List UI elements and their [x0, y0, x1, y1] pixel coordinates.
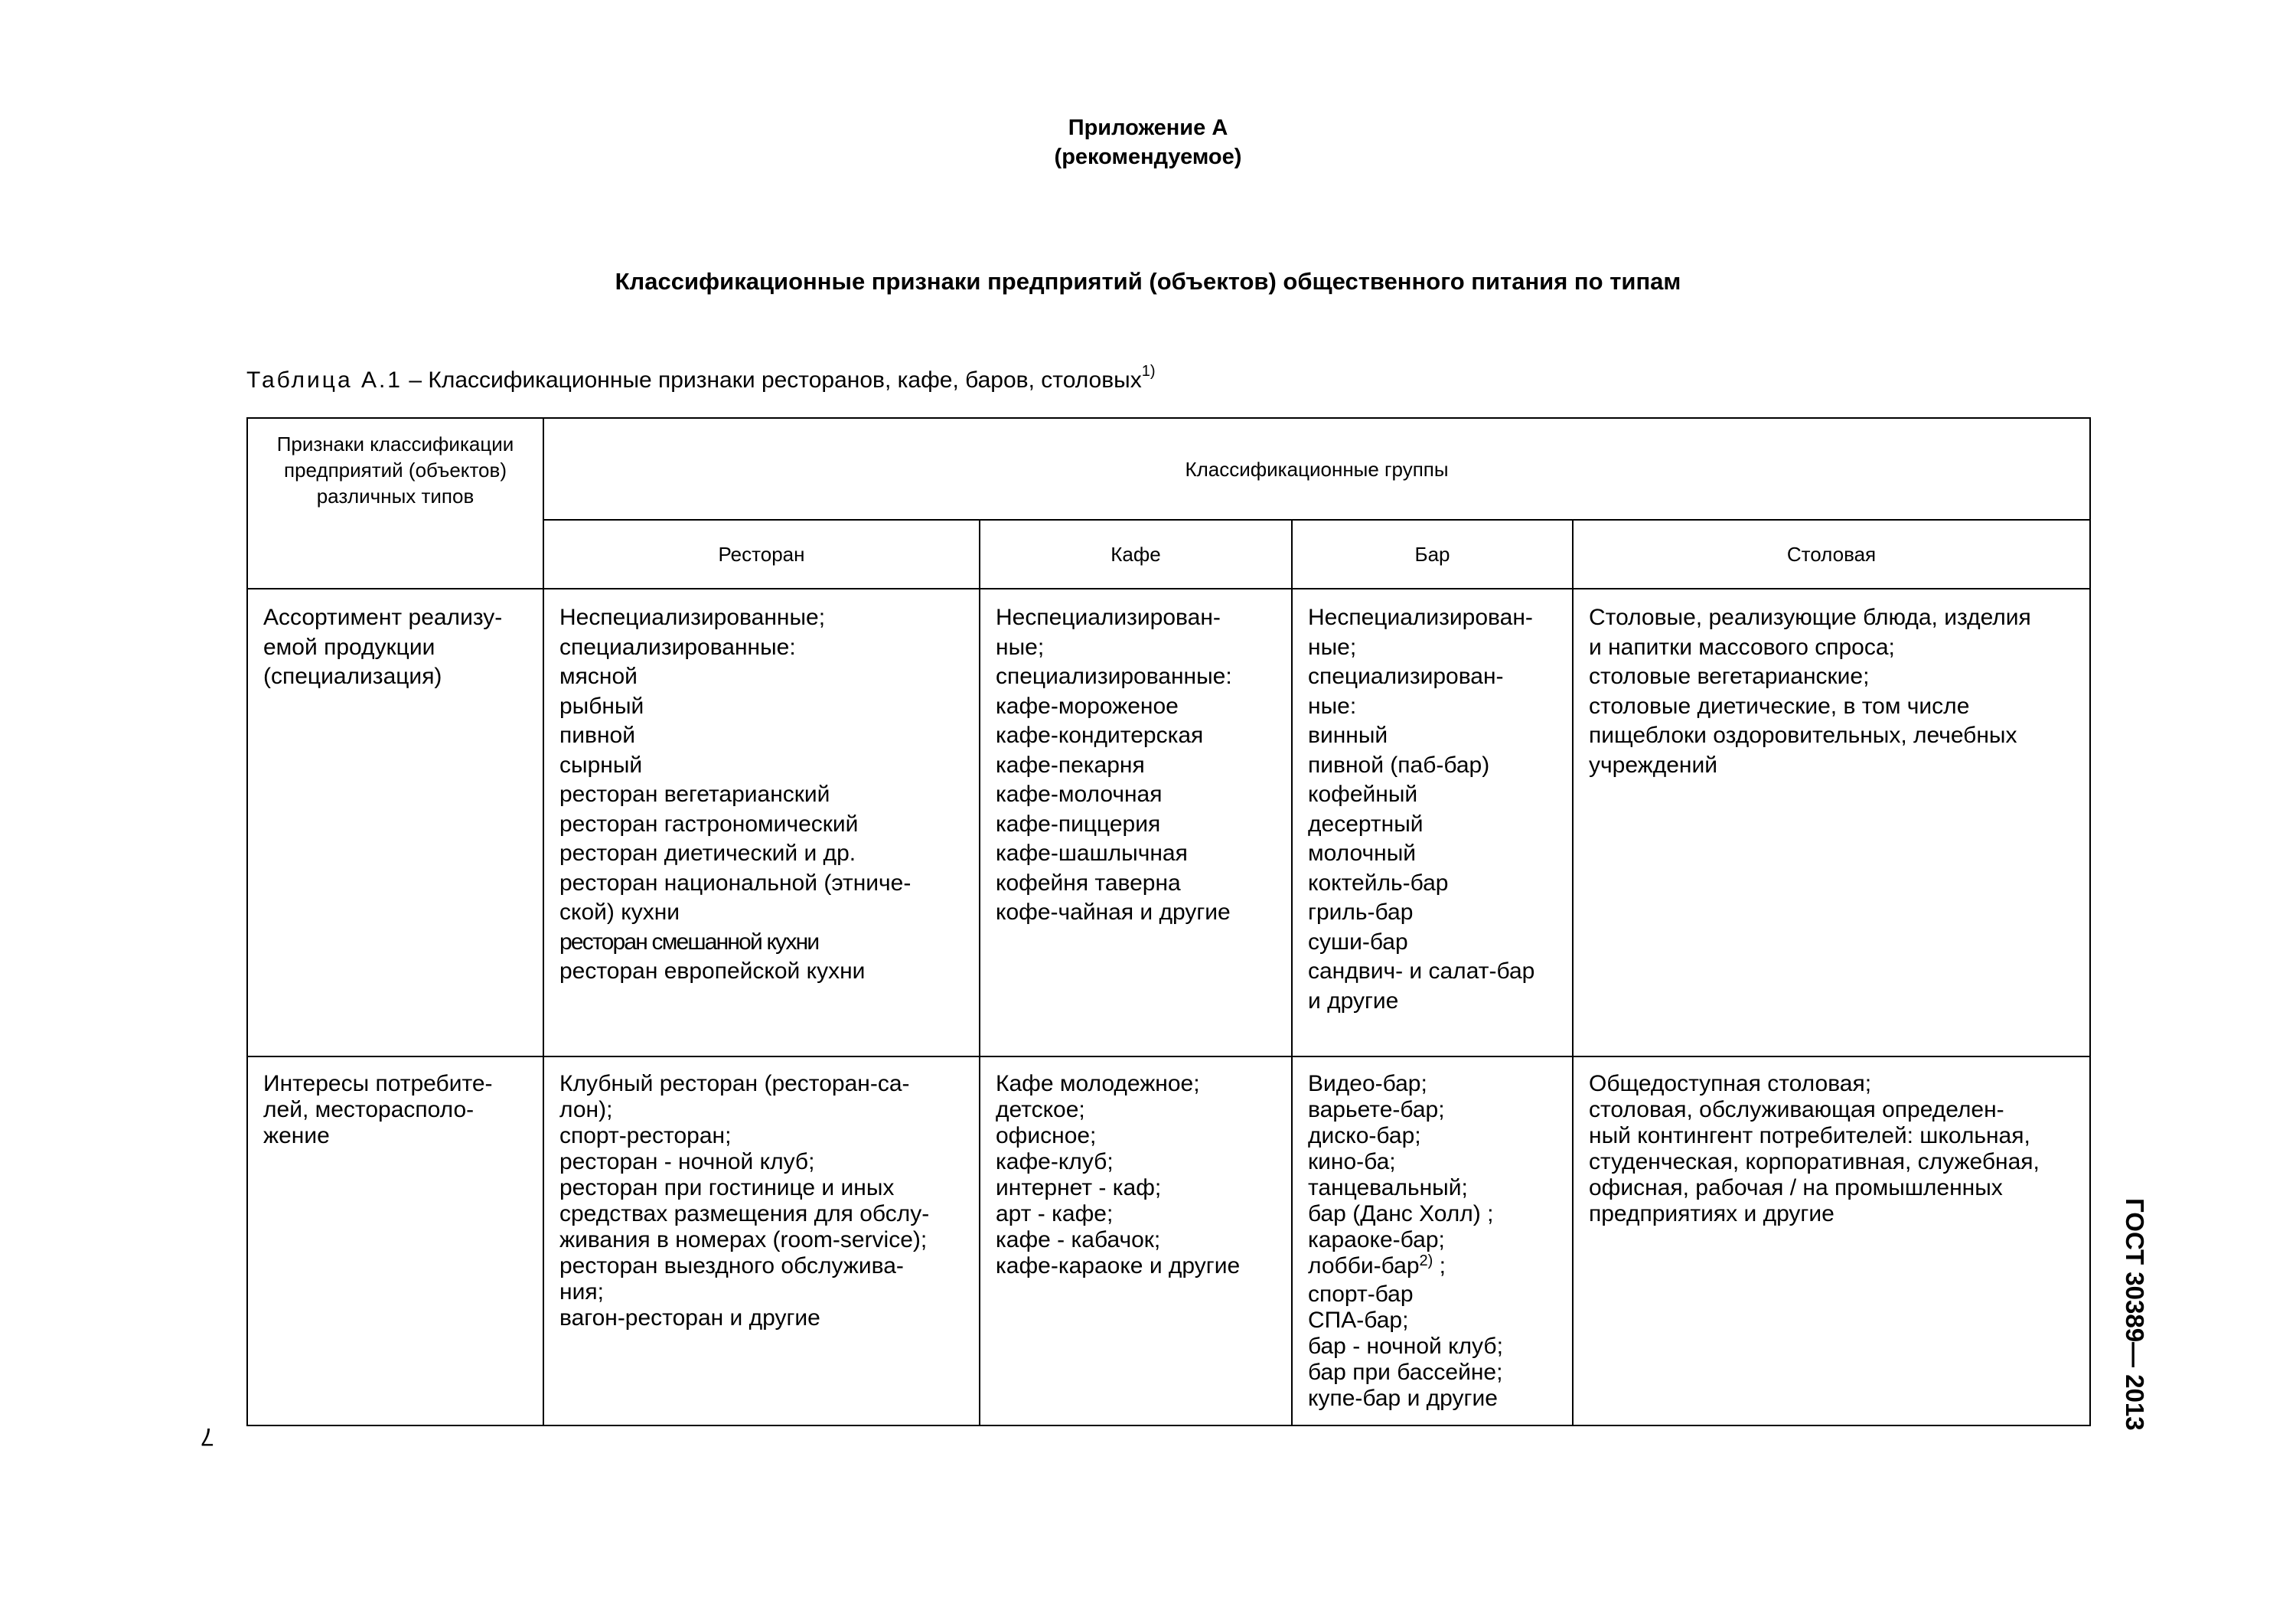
criteria-header-cell — [247, 418, 543, 589]
appendix-title: Приложение А — [1068, 116, 1228, 140]
cell-line: средствах размещения для обслу- — [559, 1201, 930, 1226]
criteria-header-line: предприятий (объектов) — [284, 459, 507, 482]
cell-line: Общедоступная столовая; — [1589, 1071, 1872, 1096]
cell-text: лобби-бар — [1308, 1253, 1420, 1278]
cell-line: рыбный — [559, 693, 644, 719]
cell-line: кофе-чайная и другие — [996, 900, 1231, 925]
cell-line: кафе-клуб; — [996, 1149, 1114, 1174]
cell-line: бар (Данс Холл) ; — [1308, 1201, 1494, 1226]
cell-line: вагон-ресторан и другие — [559, 1305, 820, 1331]
cell-line: кафе-молочная — [996, 782, 1163, 807]
cell-line: караоке-бар; — [1308, 1227, 1445, 1252]
cell-line: сырный — [559, 752, 643, 778]
criterion-cell — [247, 589, 543, 1056]
cell-line: бар - ночной клуб; — [1308, 1334, 1503, 1359]
column-header-bar: Бар — [1292, 520, 1573, 589]
cell-line: предприятиях и другие — [1589, 1201, 1835, 1226]
page-number: 7 — [201, 1423, 214, 1451]
cell-line: СПА-бар; — [1308, 1308, 1409, 1333]
criteria-header-line: Признаки классификации — [276, 433, 514, 456]
restaurant-cell — [543, 1056, 980, 1425]
table-row — [247, 1056, 2090, 1425]
cell-line: бар при бассейне; — [1308, 1360, 1503, 1385]
cell-line: кафе-кондитерская — [996, 723, 1204, 748]
cell-line: Кафе молодежное; — [996, 1071, 1200, 1096]
cell-line: варьете-бар; — [1308, 1097, 1445, 1122]
cell-line: Неспециализирован- — [996, 605, 1221, 630]
cafe-cell — [980, 589, 1292, 1056]
cell-line: ные: — [1308, 693, 1357, 719]
cell-line: спорт-бар — [1308, 1282, 1414, 1307]
column-header-canteen: Столовая — [1573, 520, 2090, 589]
bar-cell — [1292, 1056, 1573, 1425]
cell-line: десертный — [1308, 811, 1424, 837]
cell-line: специализированные: — [996, 664, 1232, 689]
cell-line: кафе-пиццерия — [996, 811, 1161, 837]
cell-line: танцевальный; — [1308, 1175, 1468, 1200]
cell-line: кафе-караоке и другие — [996, 1253, 1241, 1278]
cell-line: пищеблоки оздоровительных, лечебных — [1589, 723, 2017, 748]
cell-line: и другие — [1308, 988, 1399, 1014]
column-header-cafe: Кафе — [980, 520, 1292, 589]
criterion-cell — [247, 1056, 543, 1425]
cell-line: арт - кафе; — [996, 1201, 1114, 1226]
cell-line: купе-бар и другие — [1308, 1386, 1498, 1411]
cell-line: студенческая, корпоративная, служебная, — [1589, 1149, 2040, 1174]
cell-line: специализирован- — [1308, 664, 1504, 689]
cell-line: ресторан национальной (этниче- — [559, 870, 912, 896]
cell-line: кино-ба; — [1308, 1149, 1396, 1174]
table-caption-label: Таблица А.1 — [246, 367, 403, 393]
cell-line: столовые диетические, в том числе — [1589, 693, 1970, 719]
cell-line: ресторан гастрономический — [559, 811, 859, 837]
cell-line: спорт-ресторан; — [559, 1123, 732, 1148]
cell-line: кофейня таверна — [996, 870, 1181, 896]
table-row — [247, 589, 2090, 1056]
cafe-cell — [980, 1056, 1292, 1425]
cell-line: Видео-бар; — [1308, 1071, 1427, 1096]
cell-line: ресторан европейской кухни — [559, 958, 866, 984]
cell-line: ния; — [559, 1279, 604, 1305]
canteen-cell — [1573, 1056, 2090, 1425]
groups-header: Классификационные группы — [1185, 457, 1449, 481]
criterion-line: Интересы потребите- — [263, 1071, 493, 1096]
cell-line: коктейль-бар — [1308, 870, 1449, 896]
cell-line: пивной — [559, 723, 635, 748]
cell-line: Неспециализирован- — [1308, 605, 1533, 630]
cell-line: кафе-мороженое — [996, 693, 1179, 719]
cell-line: столовая, обслуживающая определен- — [1589, 1097, 2004, 1122]
criterion-line: жение — [263, 1123, 330, 1148]
cell-line — [1308, 1253, 1561, 1282]
cell-text: ; — [1433, 1253, 1446, 1278]
cell-line: ресторан при гостинице и иных — [559, 1175, 895, 1200]
cell-line: живания в номерах (room-service); — [559, 1227, 928, 1252]
cell-line: детское; — [996, 1097, 1085, 1122]
cell-line: офисная, рабочая / на промышленных — [1589, 1175, 2003, 1200]
cell-line: кофейный — [1308, 782, 1418, 807]
cell-line: кафе-пекарня — [996, 752, 1145, 778]
cell-line: винный — [1308, 723, 1388, 748]
cell-line: офисное; — [996, 1123, 1097, 1148]
cell-line: мясной — [559, 664, 638, 689]
cell-line: молочный — [1308, 841, 1417, 866]
document-code: ГОСТ 30389— 2013 — [2121, 1198, 2149, 1431]
cell-line: интернет - каф; — [996, 1175, 1162, 1200]
cell-line: ный контингент потребителей: школьная, — [1589, 1123, 2030, 1148]
criterion-line: лей, месторасполо- — [263, 1097, 475, 1122]
cell-line: специализированные: — [559, 634, 796, 660]
cell-line: Столовые, реализующие блюда, изделия — [1589, 605, 2031, 630]
criteria-header-line: различных типов — [316, 485, 475, 508]
bar-cell — [1292, 589, 1573, 1056]
cell-line: сандвич- и салат-бар — [1308, 958, 1535, 984]
criterion-line: емой продукции — [263, 634, 435, 660]
criterion-line: (специализация) — [263, 664, 442, 689]
appendix-heading — [0, 113, 2296, 171]
cell-line: ресторан диетический и др. — [559, 841, 856, 866]
table-caption-text: – Классификационные признаки ресторанов, кафе, баров, столовых — [403, 367, 1142, 393]
classification-table — [246, 417, 2091, 1426]
appendix-subtitle: (рекомендуемое) — [1054, 145, 1242, 169]
cell-line: учреждений — [1589, 752, 1718, 778]
table-caption — [246, 363, 1156, 394]
cell-line: пивной (паб-бар) — [1308, 752, 1490, 778]
canteen-cell — [1573, 589, 2090, 1056]
section-title: Классификационные признаки предприятий (объектов) общественного питания по типам — [615, 268, 1681, 295]
cell-line: гриль-бар — [1308, 900, 1414, 925]
groups-header-cell — [543, 418, 2090, 520]
cell-line: кафе-шашлычная — [996, 841, 1188, 866]
cell-line: лон); — [559, 1097, 613, 1122]
cell-line: ные; — [1308, 634, 1357, 660]
cell-line: и напитки массового спроса; — [1589, 634, 1895, 660]
cell-line: Клубный ресторан (ресторан-са- — [559, 1071, 910, 1096]
cell-line: суши-бар — [1308, 929, 1408, 955]
restaurant-cell — [543, 589, 980, 1056]
criterion-line: Ассортимент реализу- — [263, 605, 503, 630]
column-header-restaurant: Ресторан — [543, 520, 980, 589]
cell-line: кафе - кабачок; — [996, 1227, 1161, 1252]
cell-line: Неспециализированные; — [559, 605, 826, 630]
cell-line: ресторан вегетарианский — [559, 782, 830, 807]
cell-line: ресторан выездного обслужива- — [559, 1253, 904, 1278]
table-caption-footnote: 1) — [1141, 363, 1156, 380]
cell-line: ресторан - ночной клуб; — [559, 1149, 815, 1174]
cell-line: ресторан смешанной кухни — [559, 929, 819, 955]
cell-line: ные; — [996, 634, 1045, 660]
cell-line: столовые вегетарианские; — [1589, 664, 1870, 689]
footnote-mark: 2) — [1419, 1252, 1433, 1269]
cell-line: ской) кухни — [559, 900, 680, 925]
cell-line: диско-бар; — [1308, 1123, 1421, 1148]
